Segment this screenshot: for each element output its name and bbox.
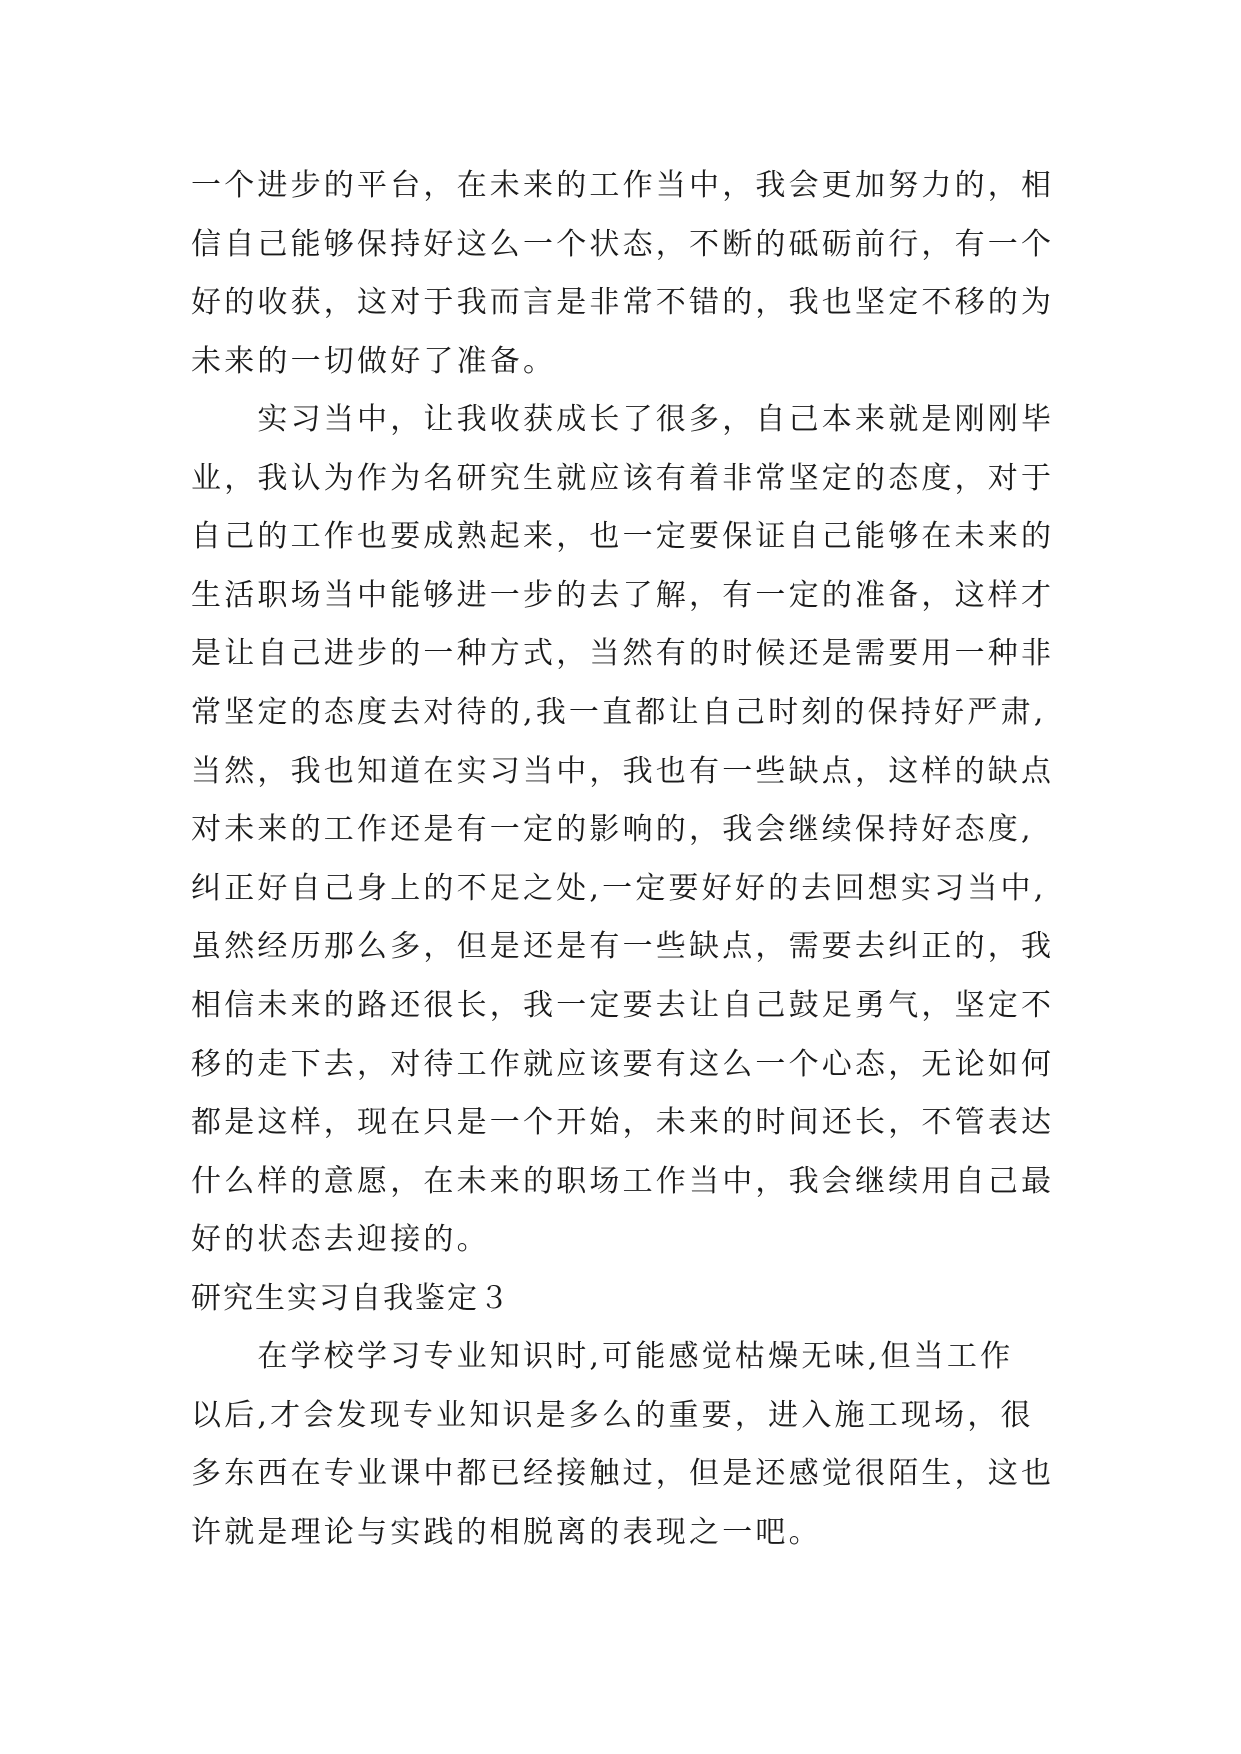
paragraph-line: 什么样的意愿，在未来的职场工作当中，我会继续用自己最 bbox=[191, 1163, 1055, 1199]
paragraph-line: 都是这样，现在只是一个开始，未来的时间还长，不管表达 bbox=[191, 1105, 1055, 1141]
paragraph-line: 好的收获，这对于我而言是非常不错的，我也坚定不移的为 bbox=[191, 285, 1055, 321]
paragraph-2 bbox=[191, 391, 1055, 1270]
paragraph-line: 常坚定的态度去对待的,我一直都让自己时刻的保持好严肃, bbox=[191, 694, 1047, 730]
paragraph-3 bbox=[191, 1328, 1055, 1562]
paragraph-line: 业，我认为作为名研究生就应该有着非常坚定的态度，对于 bbox=[191, 460, 1055, 496]
paragraph-line: 相信未来的路还很长，我一定要去让自己鼓足勇气，坚定不 bbox=[191, 987, 1055, 1023]
section-heading bbox=[191, 1270, 1051, 1328]
paragraph-line: 自己的工作也要成熟起来，也一定要保证自己能够在未来的 bbox=[191, 519, 1055, 555]
paragraph-line: 好的状态去迎接的。 bbox=[191, 1222, 490, 1258]
paragraph-1 bbox=[191, 157, 1055, 391]
paragraph-line: 信自己能够保持好这么一个状态，不断的砥砺前行，有一个 bbox=[191, 226, 1055, 262]
paragraph-line: 是让自己进步的一种方式，当然有的时候还是需要用一种非 bbox=[191, 636, 1055, 672]
paragraph-line: 当然，我也知道在实习当中，我也有一些缺点，这样的缺点 bbox=[191, 753, 1055, 789]
paragraph-line: 虽然经历那么多，但是还是有一些缺点，需要去纠正的，我 bbox=[191, 929, 1055, 965]
paragraph-line: 实习当中，让我收获成长了很多，自己本来就是刚刚毕 bbox=[191, 402, 1055, 437]
paragraph-line: 在学校学习专业知识时,可能感觉枯燥无味,但当工作 bbox=[191, 1339, 1014, 1374]
section-heading-text: 研究生实习自我鉴定３ bbox=[191, 1281, 511, 1316]
paragraph-line: 未来的一切做好了准备。 bbox=[191, 343, 557, 379]
paragraph-line: 多东西在专业课中都已经接触过，但是还感觉很陌生，这也 bbox=[191, 1456, 1055, 1492]
paragraph-line: 以后,才会发现专业知识是多么的重要，进入施工现场，很 bbox=[191, 1397, 1034, 1433]
paragraph-line: 纠正好自己身上的不足之处,一定要好好的去回想实习当中, bbox=[191, 870, 1047, 906]
paragraph-line: 对未来的工作还是有一定的影响的，我会继续保持好态度, bbox=[191, 812, 1034, 848]
paragraph-line: 移的走下去，对待工作就应该要有这么一个心态，无论如何 bbox=[191, 1046, 1055, 1082]
paragraph-line: 一个进步的平台，在未来的工作当中，我会更加努力的，相 bbox=[191, 168, 1055, 203]
paragraph-line: 许就是理论与实践的相脱离的表现之一吧。 bbox=[191, 1514, 822, 1550]
paragraph-line: 生活职场当中能够进一步的去了解，有一定的准备，这样才 bbox=[191, 577, 1055, 613]
